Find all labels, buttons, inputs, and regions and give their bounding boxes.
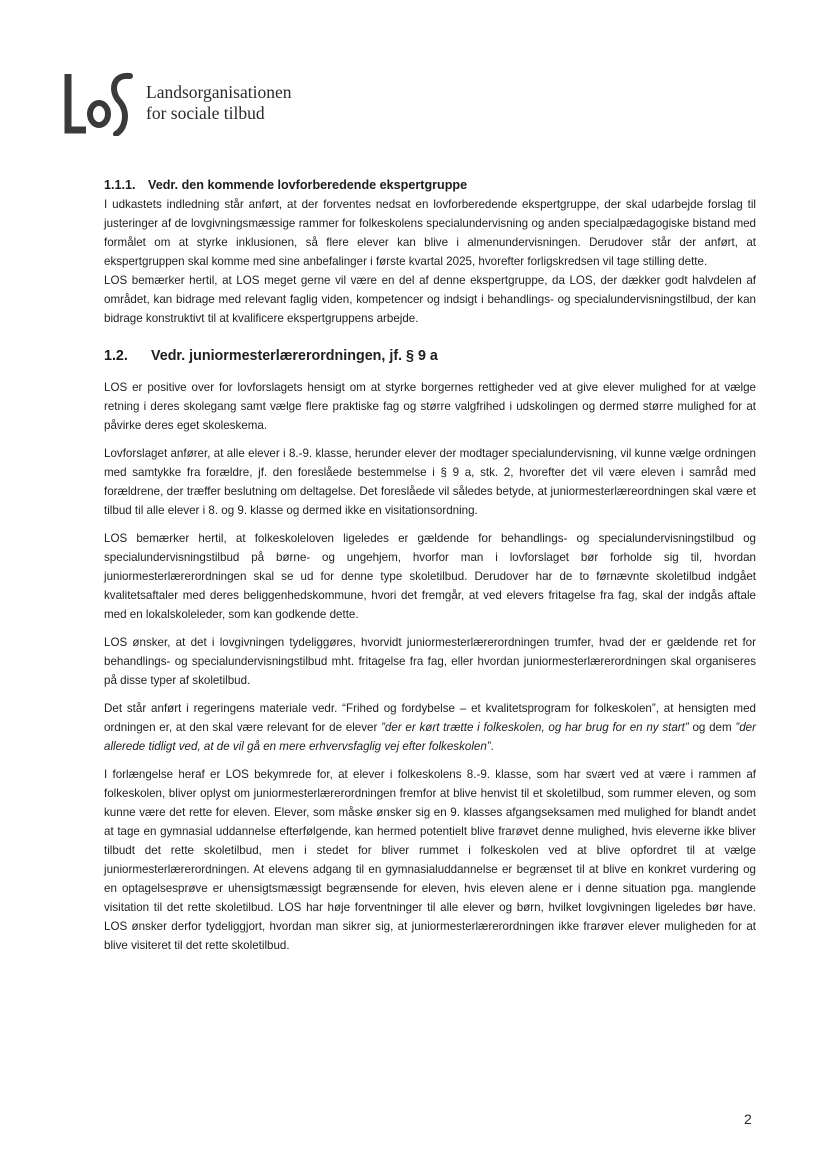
document-body (104, 176, 756, 964)
paragraph: LOS bemærker hertil, at folkeskoleloven ligeledes er gældende for behandlings- og specialundervisningstilbud og specialundervisningstilbud på børne- og ungehjem, hvorfor man i lovforslaget bør forholde sig til, hvordan juniormesterlærerordningen skal se ud for denne type skoletilbud. Derudover har de to førnævnte skoletilbud indgået kvalitetsaftaler med deres beliggenhedskommune, hvori det fremgår, at ved elevers fritagelse fra fag, skal der indgås aftale med en lokalskoleleder, som kan godkende dette. (104, 532, 756, 621)
los-logo (64, 70, 134, 136)
organization-name (146, 82, 291, 124)
section-title: Vedr. juniormesterlærerordningen, jf. § 9 a (151, 348, 438, 364)
section-number: 1.2. (104, 348, 128, 364)
org-name-line1: Landsorganisationen (146, 82, 292, 102)
page-number: 2 (744, 1111, 752, 1127)
quote: ”der er kørt trætte i folkeskolen, og har brug for en ny start” (381, 721, 689, 734)
text: Det står anført i regeringens materiale vedr. “Frihed og fordybelse – et kvalitetsprogram for folkeskolen”, at hensigten med ordningen er, at den skal være relevant for de elever (104, 702, 756, 734)
paragraph: I udkastets indledning står anført, at der forventes nedsat en lovforberedende ekspertgruppe, der skal udarbejde forslag til justeringer af de lovgivningsmæssige rammer for folkeskolens specialundervisning og anden specialpædagogiske bistand med formålet om at styrke inklusionen, så flere elever kan blive i almenundervisningen. Derudover står der anført, at ekspertgruppen skal komme med sine anbefalinger i første kvartal 2025, hvorefter forligskredsen vil tage stilling dette. (104, 198, 756, 268)
paragraph-with-quotes (104, 699, 756, 756)
paragraph: LOS ønsker, at det i lovgivningen tydeliggøres, hvorvidt juniormesterlærerordningen trumfer, hvad der er gældende ret for behandlings- og specialundervisningstilbud mht. fritagelse fra fag, eller hvordan juniormesterlærerordningen skal organiseres på disse typer af skoletilbud. (104, 636, 756, 687)
section-number: 1.1.1. (104, 178, 136, 192)
text: . (490, 740, 494, 753)
paragraph: Lovforslaget anfører, at alle elever i 8.-9. klasse, herunder elever der modtager specialundervisning, vil kunne vælge ordningen med samtykke fra forældre, jf. den foreslåede bestemmelse i § 9 a, stk. 2, hvorefter det vil være eleven i samråd med forældrene, der træffer beslutning om deltagelse. Det foreslåede vil således betyde, at juniormesterlæreordningen skal være et tilbud til alle elever i 8. og 9. klasse og dermed ikke en visitationsordning. (104, 447, 756, 517)
section-title: Vedr. den kommende lovforberedende ekspertgruppe (148, 178, 468, 192)
text: og dem (688, 721, 736, 734)
paragraph: LOS er positive over for lovforslagets hensigt om at styrke borgernes rettigheder ved at give elever mulighed for at vælge retning i deres skolegang samt vælge flere praktiske fag og større valgfrihed i udskolingen og dermed større mulighed for at påvirke deres eget skoleskema. (104, 381, 756, 432)
section-heading-1-2 (104, 346, 756, 366)
quote: ”der allerede tidligt ved, at de vil gå en mere erhvervsfaglig vej efter folkeskolen” (104, 721, 756, 753)
section-heading-1-1-1 (104, 176, 756, 195)
paragraph: I forlængelse heraf er LOS bekymrede for, at elever i folkeskolens 8.-9. klasse, som har svært ved at være i rammen af folkeskolen, bliver oplyst om juniormesterlærerordningen fremfor at blive henvist til et skoletilbud, som rummer eleven, og som kunne være det rette for eleven. Elever, som måske ønsker sig en 9. klasses afgangseksamen med mulighed for blandt andet at tage en gymnasial uddannelse efterfølgende, kan hermed potentielt blive frarøvet denne mulighed, hvis eleverne ikke bliver tilbudt det rette skoletilbud, men i stedet for bliver rummet i folkeskolen ved at blive opfordret til at vælge juniormesterlærerordningen. At elevens adgang til en gymnasialuddannelse er begrænset til at blive en konkret vurdering og en optagelsesprøve er uhensigtsmæssigt begrænsende for eleven, hvis eleven alene er i denne situation pga. manglende visitation til det rette skoletilbud. LOS har høje forventninger til alle elever og børn, hvilket lovgivningen ligeledes bør have. LOS ønsker derfor tydeliggjort, hvordan man sikrer sig, at juniormesterlærerordningen ikke frarøver elever muligheden for at blive visiteret til det rette skoletilbud. (104, 768, 756, 952)
paragraph: LOS bemærker hertil, at LOS meget gerne vil være en del af denne ekspertgruppe, da LOS, der dækker godt halvdelen af området, kan bidrage med relevant faglig viden, kompetencer og indsigt i behandlings- og specialundervisningstilbud, der kan bidrage konstruktivt til at kvalificere ekspertgruppens arbejde. (104, 274, 756, 325)
org-name-line2: for sociale tilbud (146, 103, 265, 123)
